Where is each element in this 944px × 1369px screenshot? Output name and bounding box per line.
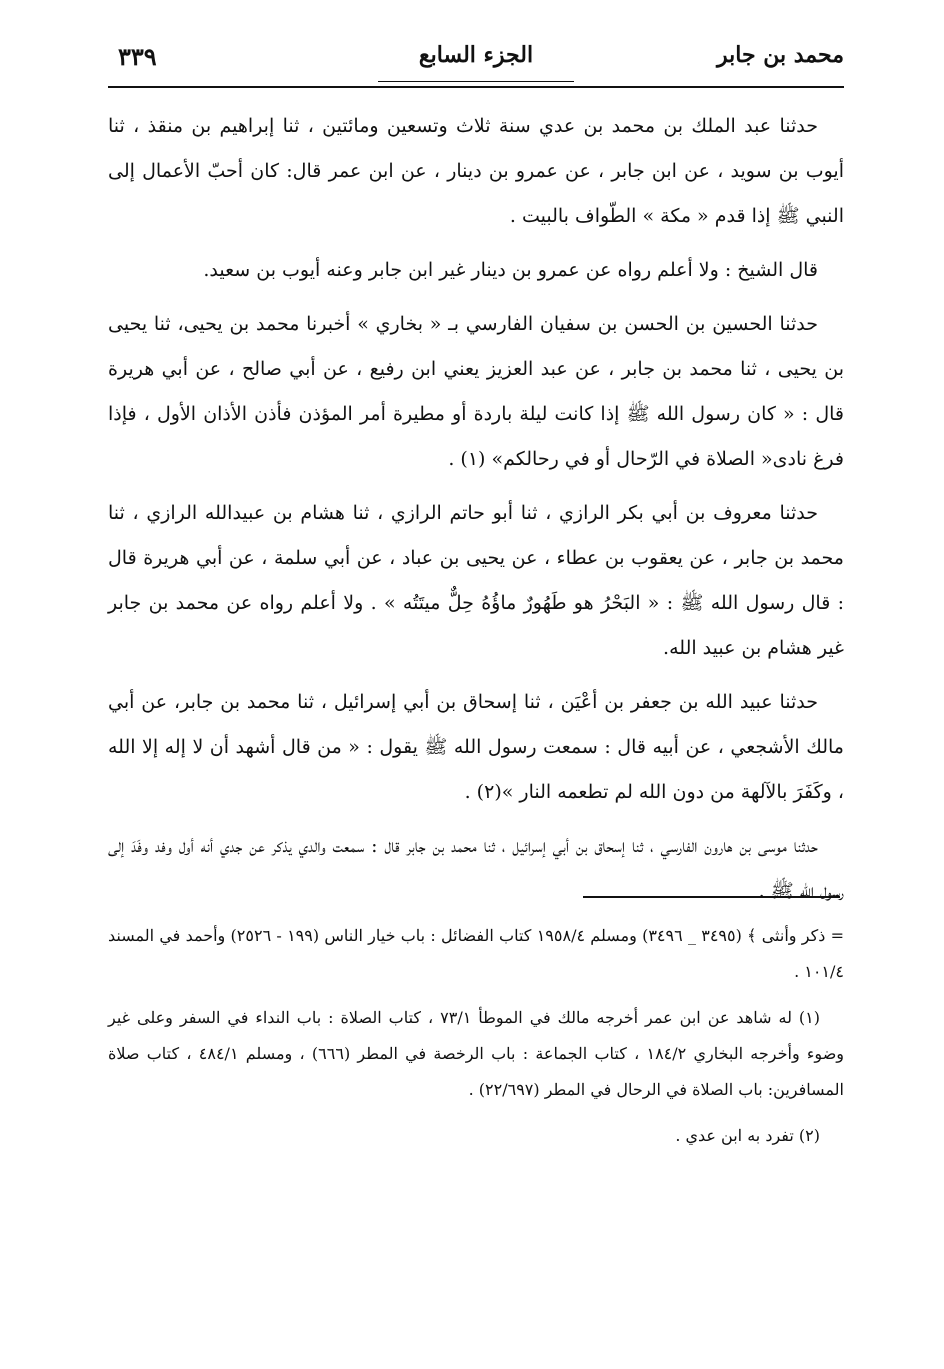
header-volume-title: الجزء السابع <box>418 42 534 68</box>
paragraph: حدثنا معروف بن أبي بكر الرازي ، ثنا أبو حاتم الرازي ، ثنا هشام بن عبيدالله الرازي ، ثنا محمد بن جابر ، عن يعقوب بن عطاء ، عن يحيى بن عباد ، عن أبي سلمة ، عن أبي هريرة قال : قال رسول الله ﷺ : « البَحْرُ هو طَهُورٌ ماؤُهُ حِلٌّ ميتَتُه » . ولا أعلم رواه عن محمد بن جابر غير هشام بن عبيد الله. <box>108 502 844 659</box>
header-narrator-name: محمد بن جابر <box>716 42 844 68</box>
page-number: ٣٣٩ <box>118 42 157 71</box>
paragraph: حدثنا عبد الملك بن محمد بن عدي سنة ثلاث وتسعين ومائتين ، ثنا إبراهيم بن منقذ ، ثنا أيوب بن سويد ، عن ابن جابر ، عن عمرو بن دينار ، عن ابن عمر قال: كان أحبّ الأعمال إلى النبي ﷺ إذا قدم « مكة » الطّواف بالبيت . <box>108 115 844 227</box>
paragraph: قال الشيخ : ولا أعلم رواه عن عمرو بن دينار غير ابن جابر وعنه أيوب بن سعيد. <box>203 259 818 281</box>
footnote-separator <box>583 896 840 898</box>
paragraph: حدثنا موسى بن هارون الفارسي ، ثنا إسحاق بن أبي إسرائيل ، ثنا محمد بن جابر قال : سمعت والدي يذكر عن جدي أنه أول وفد وفَدَ إلى رسول الله ﷺ . <box>108 835 844 902</box>
footnote: (١) له شاهد عن ابن عمر أخرجه مالك في الموطأ ٧٣/١ ، كتاب الصلاة : باب النداء في السفر وعلى غير وضوء وأخرجه البخاري ١٨٤/٢ ، كتاب الجماعة : باب الرخصة في المطر (٦٦٦) ، ومسلم ٤٨٤/١ ، كتاب صلاة المسافرين: باب الصلاة في الرحال في المطر (٢٢/٦٩٧) . <box>108 1008 845 1099</box>
paragraph: حدثنا الحسين بن الحسن بن سفيان الفارسي بـ « بخاري » أخبرنا محمد بن يحيى، ثنا يحيى بن يحيى ، ثنا محمد بن جابر ، عن عبد العزيز يعني ابن رفيع ، عن أبي صالح ، عن أبي هريرة قال : « كان رسول الله ﷺ إذا كانت ليلة باردة أو مطيرة أمر المؤذن فأذن الأذان الأول ، فإذا فرغ نادى« الصلاة في الرّحال أو في رحالكم» (١) . <box>108 313 844 470</box>
header-title-underline <box>378 81 574 82</box>
footnotes <box>108 918 844 1164</box>
main-text <box>108 104 844 923</box>
running-header <box>108 36 844 88</box>
footnote-continuation: = ذكر وأنثى ﴾ (٣٤٩٥ _ ٣٤٩٦) ومسلم ١٩٥٨/٤ كتاب الفضائل : باب خيار الناس (١٩٩ - ٢٥٢٦) وأحمد في المسند ١٠١/٤ . <box>108 926 845 981</box>
footnote: (٢) تفرد به ابن عدي . <box>675 1126 820 1145</box>
paragraph: حدثنا عبيد الله بن جعفر بن أعْيَن ، ثنا إسحاق بن أبي إسرائيل ، ثنا محمد بن جابر، عن أبي مالك الأشجعي ، عن أبيه قال : سمعت رسول الله ﷺ يقول : « من قال أشهد أن لا إله إلا الله ، وكَفَرَ بالآلهة من دون الله لم تطعمه النار »(٢) . <box>108 691 844 803</box>
